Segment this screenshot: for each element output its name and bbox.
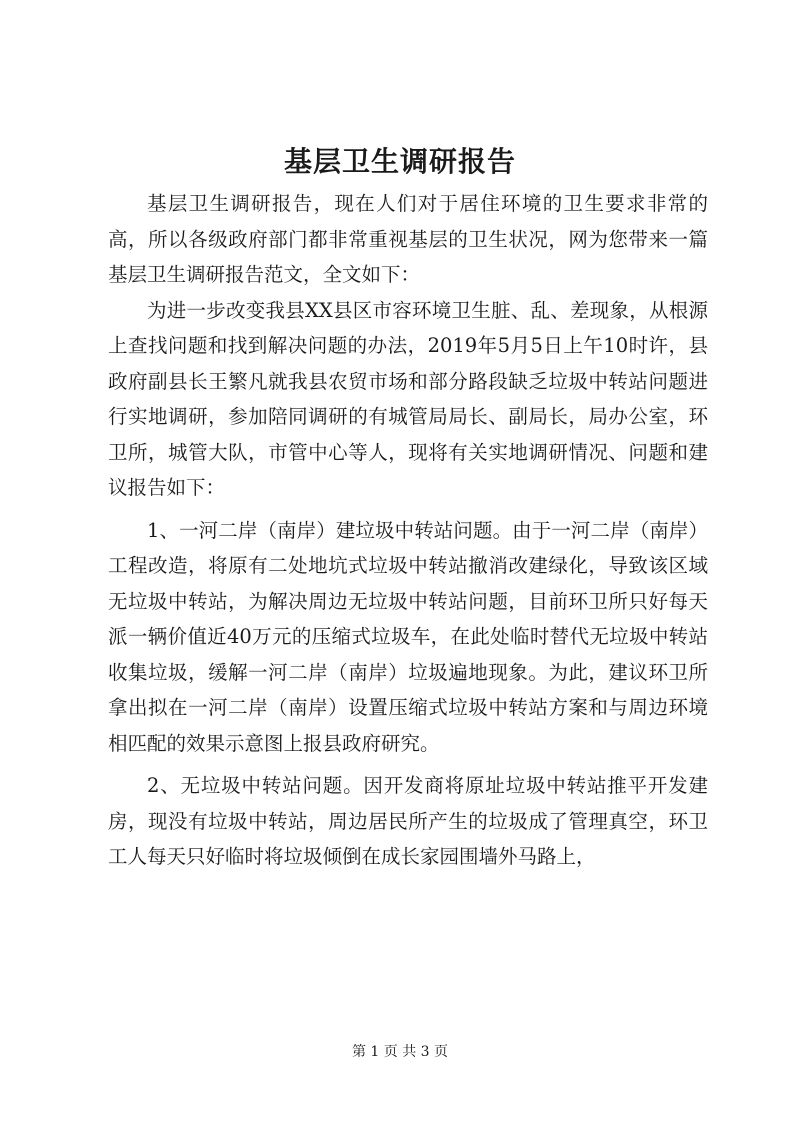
paragraph-background: 为进一步改变我县XX县区市容环境卫生脏、乱、差现象，从根源上查找问题和找到解决问题的办法，2019年5月5日上午10时许，县政府副县长王繁凡就我县农贸市场和部分路段缺乏垃圾中转站问题进行实地调研，参加陪同调研的有城管局局长、副局长，局办公室，环卫所，城管大队，市管中心等人，现将有关实地调研情况、问题和建议报告如下：: [108, 298, 708, 499]
paragraph-issue-2: 2、无垃圾中转站问题。因开发商将原址垃圾中转站推平开发建房，现没有垃圾中转站，周边居民所产生的垃圾成了管理真空，环卫工人每天只好临时将垃圾倾倒在成长家园围墙外马路上，: [108, 774, 708, 868]
document-body: [108, 186, 708, 875]
paragraph-issue-1: 1、一河二岸（南岸）建垃圾中转站问题。由于一河二岸（南岸）工程改造，将原有二处地坑式垃圾中转站撤消改建绿化，导致该区域无垃圾中转站，为解决周边无垃圾中转站问题，目前环卫所只好每天派一辆价值近40万元的压缩式垃圾车，在此处临时替代无垃圾中转站收集垃圾，缓解一河二岸（南岸）垃圾遍地现象。为此，建议环卫所拿出拟在一河二岸（南岸）设置压缩式垃圾中转站方案和与周边环境相匹配的效果示意图上报县政府研究。: [108, 518, 708, 755]
document-title: 基层卫生调研报告: [283, 145, 516, 178]
paragraph-intro: 基层卫生调研报告，现在人们对于居住环境的卫生要求非常的高，所以各级政府部门都非常重视基层的卫生状况，网为您带来一篇基层卫生调研报告范文，全文如下：: [108, 192, 708, 286]
page-footer: 第 1 页 共 3 页: [351, 1044, 449, 1060]
